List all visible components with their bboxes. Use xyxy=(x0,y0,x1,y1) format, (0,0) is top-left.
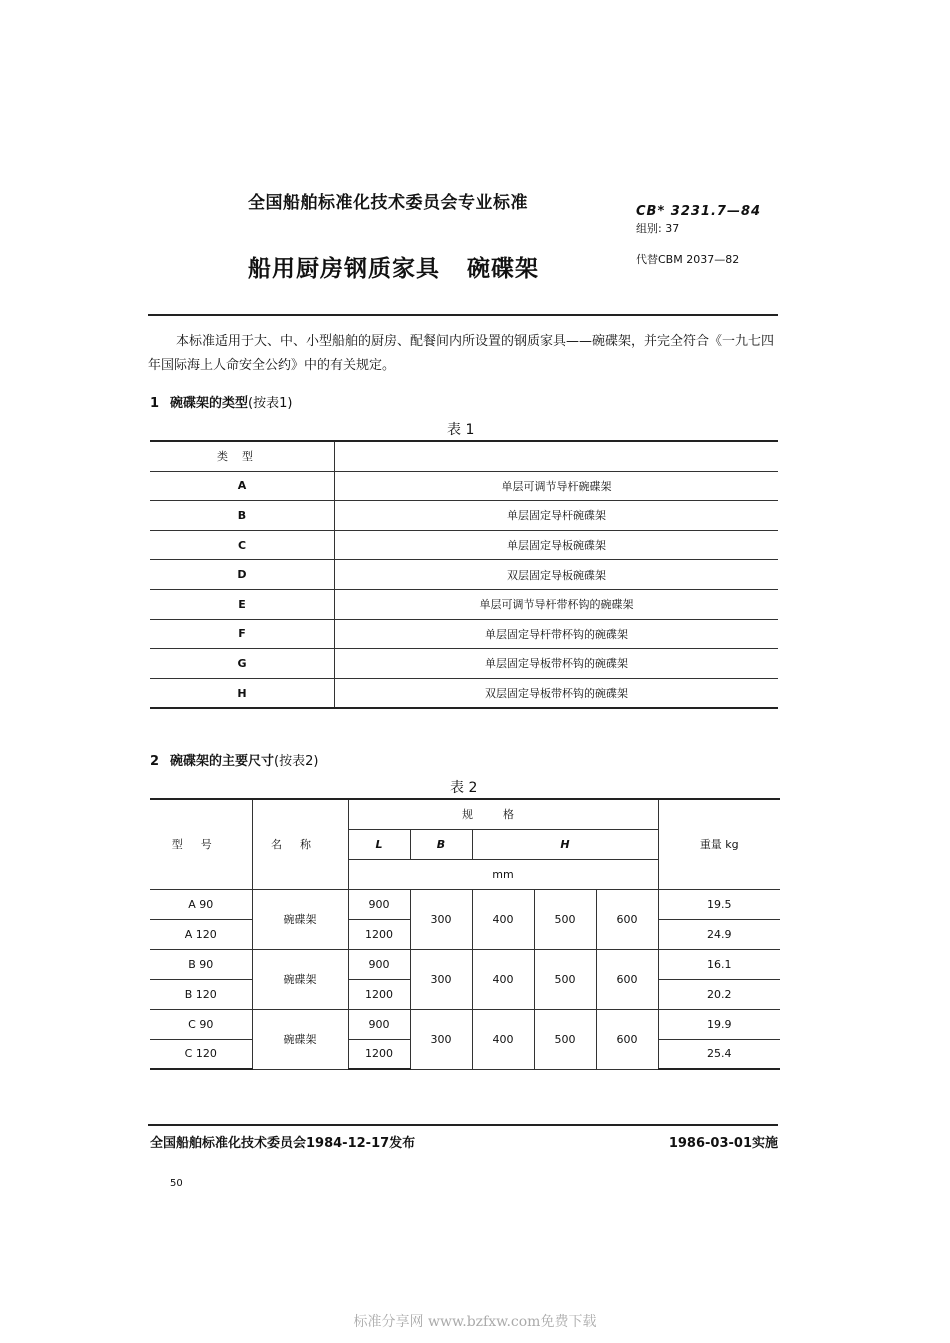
model-header: 型号 xyxy=(150,799,252,889)
replaces-standard: 代替CBM 2037—82 xyxy=(636,253,740,266)
L-cell: 1200 xyxy=(348,979,410,1009)
table-1-header-row xyxy=(150,441,778,471)
section-2-title: 碗碟架的主要尺寸 xyxy=(170,754,275,769)
table-1-desc-header xyxy=(335,441,779,471)
section-1-ref: (按表1) xyxy=(248,396,293,411)
H-cell: 500 xyxy=(534,949,596,1009)
name-cell: 碗碟架 xyxy=(252,1009,348,1069)
type-description: 单层固定导板带杯钩的碗碟架 xyxy=(335,649,779,679)
type-description: 单层固定导杆碗碟架 xyxy=(335,501,779,531)
L-cell: 900 xyxy=(348,949,410,979)
H-cell: 600 xyxy=(596,1009,658,1069)
B-cell: 300 xyxy=(410,949,472,1009)
table-2-row xyxy=(150,889,780,919)
B-cell: 300 xyxy=(410,1009,472,1069)
scope-paragraph xyxy=(148,330,778,378)
table-2 xyxy=(150,798,780,1070)
table-1-row xyxy=(150,589,778,619)
type-description: 双层固定导板碗碟架 xyxy=(335,560,779,590)
type-code: H xyxy=(150,678,335,708)
weight-cell: 16.1 xyxy=(658,949,780,979)
name-cell: 碗碟架 xyxy=(252,949,348,1009)
name-cell: 碗碟架 xyxy=(252,889,348,949)
standard-code: CB* 3231.7—84 xyxy=(636,204,762,219)
type-description: 单层可调节导杆碗碟架 xyxy=(335,471,779,501)
type-code: A xyxy=(150,471,335,501)
L-cell: 1200 xyxy=(348,919,410,949)
section-2-number: 2 xyxy=(150,754,160,769)
table-1-row xyxy=(150,560,778,590)
model-cell: B 120 xyxy=(150,979,252,1009)
weight-cell: 20.2 xyxy=(658,979,780,1009)
table-1-row xyxy=(150,530,778,560)
issue-date: 全国船舶标准化技术委员会1984-12-17发布 xyxy=(150,1136,416,1151)
issuing-organization: 全国船舶标准化技术委员会专业标准 xyxy=(248,193,528,213)
type-code: B xyxy=(150,501,335,531)
weight-header: 重量 kg xyxy=(658,799,780,889)
section-1-number: 1 xyxy=(150,396,160,411)
type-description: 单层可调节导杆带杯钩的碗碟架 xyxy=(335,589,779,619)
B-header: B xyxy=(410,829,472,859)
table-2-caption: 表 2 xyxy=(450,780,478,796)
model-cell: A 120 xyxy=(150,919,252,949)
effective-date: 1986-03-01实施 xyxy=(668,1136,778,1151)
table-1-row xyxy=(150,501,778,531)
H-cell: 400 xyxy=(472,949,534,1009)
table-1-row xyxy=(150,619,778,649)
section-2-ref: (按表2) xyxy=(274,754,319,769)
footer-divider xyxy=(148,1124,778,1126)
H-header: H xyxy=(472,829,658,859)
table-2-row xyxy=(150,949,780,979)
unit-header: mm xyxy=(348,859,658,889)
spec-header: 规格 xyxy=(348,799,658,829)
type-description: 单层固定导板碗碟架 xyxy=(335,530,779,560)
H-cell: 600 xyxy=(596,889,658,949)
H-cell: 500 xyxy=(534,889,596,949)
table-1-caption: 表 1 xyxy=(447,422,475,438)
L-cell: 900 xyxy=(348,1009,410,1039)
name-header: 名称 xyxy=(252,799,348,889)
type-code: G xyxy=(150,649,335,679)
weight-cell: 19.5 xyxy=(658,889,780,919)
weight-cell: 25.4 xyxy=(658,1039,780,1069)
L-header: L xyxy=(348,829,410,859)
type-code: D xyxy=(150,560,335,590)
model-cell: A 90 xyxy=(150,889,252,919)
table-1-row xyxy=(150,471,778,501)
H-cell: 600 xyxy=(596,949,658,1009)
group-number: 组别: 37 xyxy=(636,222,680,235)
document-title: 船用厨房钢质家具 碗碟架 xyxy=(248,256,540,282)
page-number: 50 xyxy=(170,1178,183,1189)
type-code: C xyxy=(150,530,335,560)
scope-text: 本标准适用于大、中、小型船舶的厨房、配餐间内所设置的钢质家具——碗碟架，并完全符合《一九七四年国际海上人命安全公约》中的有关规定。 xyxy=(148,334,775,373)
section-2-heading xyxy=(150,750,318,769)
weight-cell: 19.9 xyxy=(658,1009,780,1039)
section-1-heading xyxy=(150,392,292,411)
type-description: 单层固定导杆带杯钩的碗碟架 xyxy=(335,619,779,649)
type-code: F xyxy=(150,619,335,649)
type-description: 双层固定导板带杯钩的碗碟架 xyxy=(335,678,779,708)
H-cell: 400 xyxy=(472,889,534,949)
table-2-header-row-1 xyxy=(150,799,780,829)
L-cell: 1200 xyxy=(348,1039,410,1069)
watermark: 标准分享网 www.bzfxw.com免费下载 xyxy=(353,1314,597,1330)
table-1 xyxy=(150,440,778,709)
table-1-row xyxy=(150,678,778,708)
table-1-type-header: 类型 xyxy=(150,441,335,471)
H-cell: 400 xyxy=(472,1009,534,1069)
table-1-row xyxy=(150,649,778,679)
header-divider xyxy=(148,314,778,316)
H-cell: 500 xyxy=(534,1009,596,1069)
B-cell: 300 xyxy=(410,889,472,949)
model-cell: B 90 xyxy=(150,949,252,979)
table-2-row xyxy=(150,1009,780,1039)
section-1-title: 碗碟架的类型 xyxy=(170,396,249,411)
weight-cell: 24.9 xyxy=(658,919,780,949)
model-cell: C 90 xyxy=(150,1009,252,1039)
type-code: E xyxy=(150,589,335,619)
model-cell: C 120 xyxy=(150,1039,252,1069)
L-cell: 900 xyxy=(348,889,410,919)
